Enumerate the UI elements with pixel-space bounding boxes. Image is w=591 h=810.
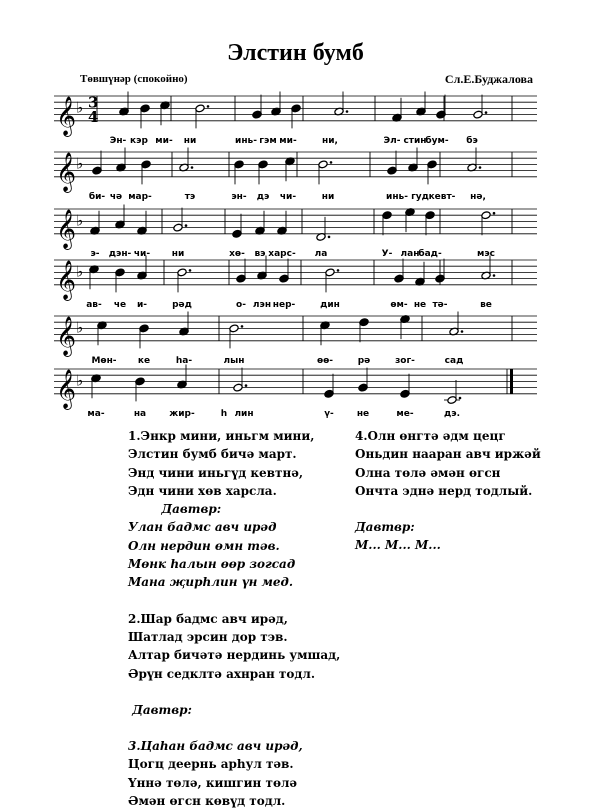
lyric-line: Мөнк һалын өөр зогсад <box>128 557 296 572</box>
augmentation-dot <box>189 269 192 272</box>
treble-clef-icon: 𝄞 <box>56 95 77 136</box>
lyric-syllable: инь- <box>386 191 408 202</box>
lyric-syllable: дин <box>320 299 340 310</box>
lyric-syllable: Эн- <box>109 135 127 146</box>
lyric-syllable: эн- <box>231 191 247 202</box>
lyric-syllable: мэс <box>476 248 496 259</box>
lyric-syllable: и- <box>136 299 148 310</box>
lyric-syllable: бэ <box>466 135 478 146</box>
lyric-syllable: би- <box>88 191 106 202</box>
lyric-line: Цогц деернь арһул тәв. <box>128 757 294 772</box>
lyric-syllable: ке <box>137 355 151 366</box>
flat-sign-icon: ♭ <box>76 154 84 173</box>
tempo-marking: Төвшүнәр (спокойно) <box>80 73 188 85</box>
lyric-syllable: ав- <box>86 299 102 310</box>
time-signature-top: 3 <box>88 93 99 112</box>
time-signature-bottom: 4 <box>88 107 99 126</box>
lyric-line: Оньдин нааран авч иржәй <box>355 447 541 462</box>
flat-sign-icon: ♭ <box>76 371 84 390</box>
flat-sign-icon: ♭ <box>76 318 84 337</box>
augmentation-dot <box>337 269 340 272</box>
lyric-line: Элстин бумб бичә март. <box>128 447 297 462</box>
song-title: Элстин бумб <box>227 40 364 66</box>
lyric-line: Энд чини иньгүд кевтнә, <box>128 465 304 480</box>
lyric-syllable: на <box>133 408 147 419</box>
augmentation-dot <box>493 274 496 277</box>
lyric-syllable: лин <box>234 408 254 419</box>
lyric-syllable: ла <box>314 248 328 259</box>
flat-sign-icon: ♭ <box>76 211 84 230</box>
lyric-line: М... М... М... <box>355 538 441 553</box>
lyric-syllable: гэм <box>259 135 277 146</box>
lyric-syllable: өө- <box>316 355 334 366</box>
lyrics-column-right <box>355 427 541 555</box>
lyric-syllable: һа- <box>175 355 193 366</box>
lyric-syllable: вэ <box>254 248 266 259</box>
lyric-line: Олн нердин өмн тәв. <box>128 538 280 553</box>
augmentation-dot <box>245 384 248 387</box>
lyric-line: Әрүн седклтә ахнран тодл. <box>128 666 316 681</box>
augmentation-dot <box>207 105 210 108</box>
treble-clef-icon: 𝄞 <box>56 208 77 249</box>
flat-sign-icon: ♭ <box>76 262 84 281</box>
lyric-syllable: ми- <box>155 135 173 146</box>
augmentation-dot <box>479 166 482 169</box>
augmentation-dot <box>185 224 188 227</box>
lyric-syllable: э- <box>90 248 100 259</box>
lyric-syllable: о- <box>236 299 246 310</box>
lyric-syllable: ни <box>171 248 185 259</box>
lyric-line: Давтвр: <box>355 520 415 535</box>
lyric-syllable: ү- <box>324 408 334 419</box>
lyric-syllable: харс- <box>268 248 296 259</box>
lyric-syllable: рәд <box>172 299 192 310</box>
lyric-syllable: бум- <box>425 135 449 146</box>
augmentation-dot <box>461 330 464 333</box>
lyric-syllable: чә <box>109 191 123 202</box>
lyric-syllable: ве <box>480 299 492 310</box>
lyric-line: Олна төлә әмән өгсн <box>355 465 501 480</box>
lyric-syllable: гуд <box>411 191 429 202</box>
lyric-syllable: өм- <box>390 299 408 310</box>
staff-system <box>54 365 537 419</box>
lyric-syllable: Мөн- <box>91 355 117 366</box>
lyric-line <box>355 500 541 518</box>
augmentation-dot <box>346 110 349 113</box>
lyric-syllable: чи- <box>133 248 151 259</box>
lyric-syllable: че <box>113 299 127 310</box>
lyric-syllable: нер- <box>272 299 296 310</box>
staff-system <box>54 256 537 310</box>
lyric-syllable: ни <box>321 191 335 202</box>
lyric-syllable: нә, <box>470 191 486 202</box>
lyric-line: Эдн чини хөв харсла. <box>128 483 277 498</box>
lyric-line: Шатлад эрсин дор тэв. <box>128 629 288 644</box>
lyric-line: 3.Цаһан бадмс авч ирәд, <box>128 739 303 754</box>
lyric-syllable: не <box>413 299 427 310</box>
lyric-line: Давтвр: <box>128 502 222 517</box>
lyric-line: Үннә төлә, кишгин төлә <box>128 775 298 790</box>
lyric-syllable: чи- <box>279 191 297 202</box>
lyric-syllable: дэ <box>256 191 270 202</box>
lyrics-column-left <box>128 427 340 810</box>
lyric-syllable: ни <box>183 135 197 146</box>
staff-system <box>54 312 537 366</box>
staff-system <box>54 205 537 259</box>
lyric-line: Давтвр: <box>128 702 192 717</box>
staff-system <box>54 148 537 202</box>
lyric-syllable: лэн <box>252 299 272 310</box>
augmentation-dot <box>493 212 496 215</box>
lyric-syllable: хө- <box>229 248 245 259</box>
lyric-line: 1.Энкр мини, иньгм мини, <box>128 429 315 443</box>
lyric-syllable: лан <box>400 248 420 259</box>
treble-clef-icon: 𝄞 <box>56 368 77 409</box>
treble-clef-icon: 𝄞 <box>56 259 77 300</box>
lyric-line: Әмән өгсн көвүд тодл. <box>128 794 286 809</box>
lyric-syllable: жир- <box>169 408 195 419</box>
lyric-line: Ончта эднә нерд тодлый. <box>355 483 533 498</box>
lyric-syllable: зог- <box>395 355 415 366</box>
lyric-line <box>128 592 340 610</box>
treble-clef-icon: 𝄞 <box>56 151 77 192</box>
lyric-syllable: кэр <box>130 135 148 146</box>
lyric-line: Мана җирһлин үн мед. <box>128 575 294 590</box>
lyric-line <box>128 683 340 701</box>
lyric-line: 4.Олн өнгтә әдм цецг <box>355 429 506 443</box>
lyric-syllable: тэ <box>184 191 196 202</box>
lyric-syllable: бад- <box>418 248 442 259</box>
lyric-syllable: ма- <box>87 408 105 419</box>
staff-system <box>54 92 537 146</box>
lyric-syllable: ни, <box>322 135 338 146</box>
augmentation-dot <box>330 161 333 164</box>
lyric-syllable: ме- <box>396 408 414 419</box>
lyric-syllable: рә <box>357 355 371 366</box>
lyricist-credit: Сл.Е.Буджалова <box>444 72 533 86</box>
lyric-syllable: кевт- <box>428 191 456 202</box>
augmentation-dot <box>328 236 331 239</box>
lyric-syllable: мар- <box>128 191 152 202</box>
flat-sign-icon: ♭ <box>76 98 84 117</box>
lyric-line: Алтар бичәтә нердинь умшад, <box>128 648 341 663</box>
lyric-syllable: дэ. <box>443 408 461 419</box>
lyric-syllable: стин <box>403 135 427 146</box>
lyric-syllable: тә- <box>432 299 448 310</box>
augmentation-dot <box>485 111 488 114</box>
lyric-line: Улан бадмс авч ирәд <box>128 520 277 535</box>
lyric-syllable: Эл- <box>383 135 401 146</box>
lyric-line <box>128 719 340 737</box>
lyric-syllable: ми- <box>279 135 297 146</box>
augmentation-dot <box>459 397 462 400</box>
lyric-syllable: инь- <box>235 135 257 146</box>
augmentation-dot <box>241 325 244 328</box>
lyric-syllable: сад <box>444 355 464 366</box>
lyric-syllable: лын <box>223 355 245 366</box>
augmentation-dot <box>191 166 194 169</box>
lyric-syllable: һ <box>220 408 228 419</box>
lyric-line: 2.Шар бадмс авч ирәд, <box>128 611 288 626</box>
treble-clef-icon: 𝄞 <box>56 315 77 356</box>
lyric-syllable: не <box>356 408 370 419</box>
lyric-syllable: дэн- <box>108 248 132 259</box>
lyric-syllable: У- <box>381 248 393 259</box>
final-barline-thick <box>510 369 513 394</box>
